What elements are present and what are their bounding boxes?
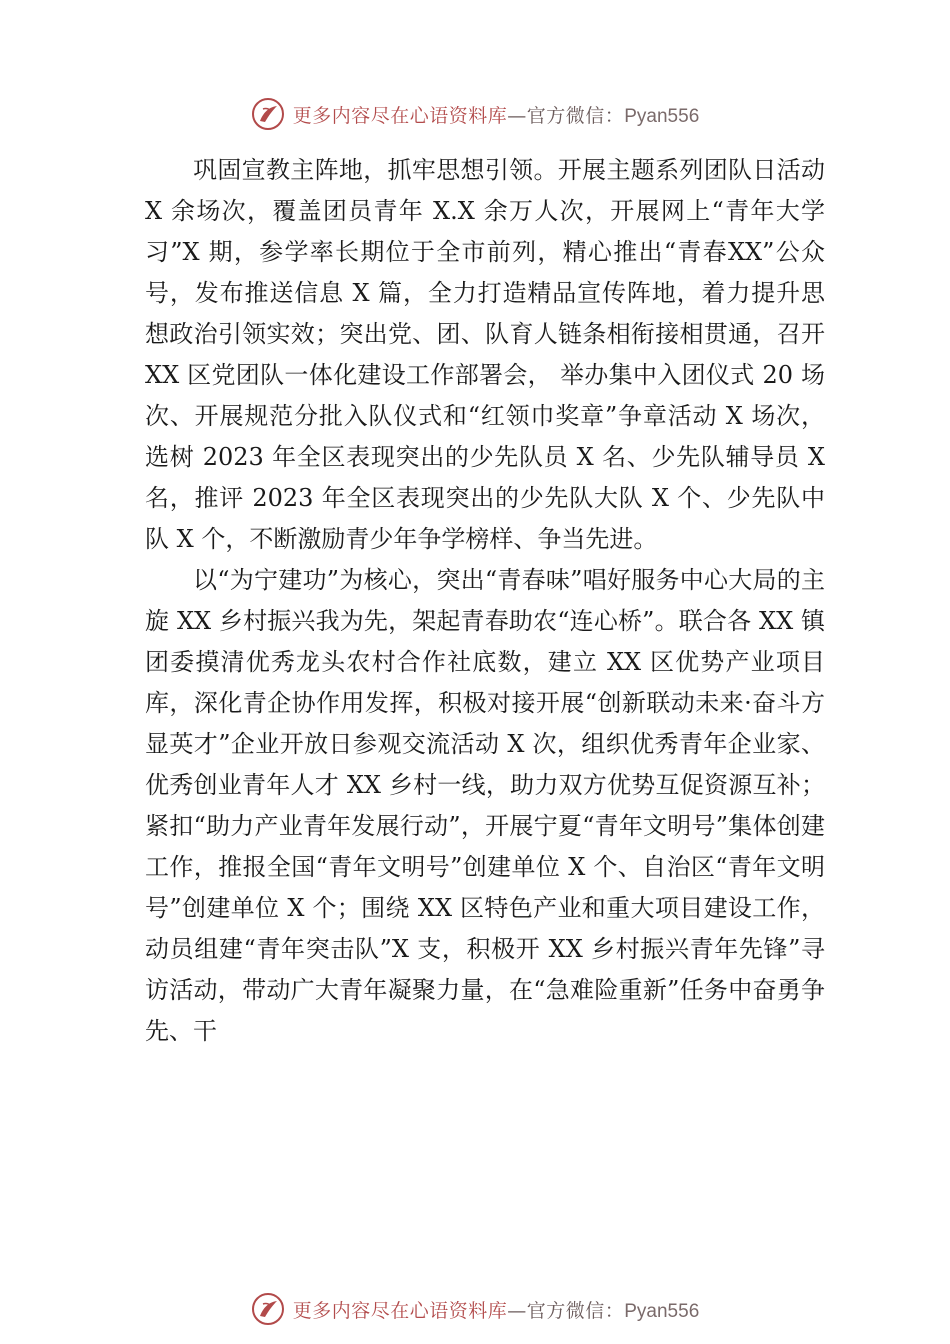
watermark-separator: — — [507, 1299, 527, 1322]
paragraph-1: 巩固宣教主阵地，抓牢思想引领。开展主题系列团队日活动 X 余场次，覆盖团员青年 X.X 余万人次，开展网上“青年大学习”X 期，参学率长期位于全市前列，精心推出“青春XX”公众号，发布推送信息 X 篇，全力打造精品宣传阵地，着力提升思想政治引领实效；突出党、团、队育人链条相衔接相贯通，召开 XX 区党团队一体化建设工作部署会， 举办集中入团仪式 20 场次、开展规范分批入队仪式和“红领巾奖章”争章活动 X 场次，选树 2023 年全区表现突出的少先队员 X 名、少先队辅导员 X 名，推评 2023 年全区表现突出的少先队大队 X 个、少先队中队 X 个，不断激励青少年争学榜样、争当先进。 — [145, 156, 825, 553]
paragraph-2: 以“为宁建功”为核心，突出“青春味”唱好服务中心大局的主旋 XX 乡村振兴我为先，架起青春助农“连心桥”。联合各 XX 镇团委摸清优秀龙头农村合作社底数，建立 XX 区优势产业项目库，深化青企协作用发挥，积极对接开展“创新联动未来·奋斗方显英才”企业开放日参观交流活动 X 次，组织优秀青年企业家、优秀创业青年人才 XX 乡村一线，助力双方优势互促资源互补；紧扣“助力产业青年发展行动”，开展宁夏“青年文明号”集体创建工作，推报全国“青年文明号”创建单位 X 个、自治区“青年文明号”创建单位 X 个；围绕 XX 区特色产业和重大项目建设工作，动员组建“青年突击队”X 支，积极开 XX 乡村振兴青年先锋”寻访活动，带动广大青年凝聚力量，在“急难险重新”任务中奋勇争先、干 — [145, 566, 825, 1045]
watermark-text — [293, 1296, 700, 1323]
document-body — [145, 150, 825, 1052]
watermark-label: 官方微信： — [526, 1299, 625, 1322]
watermark-brand: 更多内容尽在心语资料库 — [292, 1299, 508, 1322]
watermark-header — [0, 94, 950, 134]
watermark-handle: Pyan556 — [624, 1300, 700, 1322]
watermark-separator: — — [507, 104, 527, 127]
watermark-footer — [0, 1289, 950, 1329]
brand-logo-icon — [251, 1292, 285, 1326]
brand-logo-icon — [251, 97, 285, 131]
watermark-label: 官方微信： — [526, 104, 625, 127]
watermark-handle: Pyan556 — [624, 105, 700, 127]
watermark-text — [293, 101, 700, 128]
watermark-brand: 更多内容尽在心语资料库 — [292, 104, 508, 127]
